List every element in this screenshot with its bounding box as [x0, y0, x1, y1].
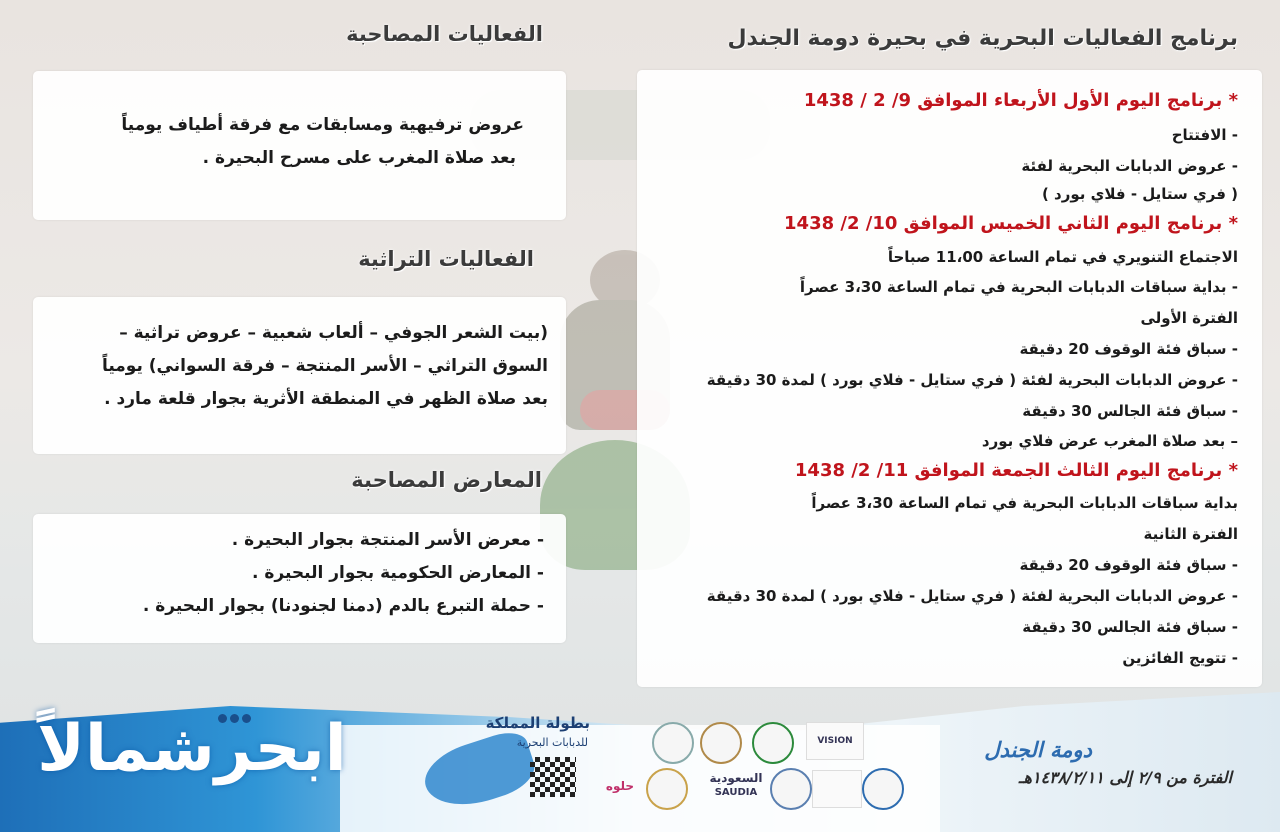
location-date: الفترة من ٢/٩ إلى ١٤٣٨/٢/١١هـ: [1018, 768, 1232, 787]
sponsor-emblem-1-icon: [652, 722, 694, 764]
schedule-line: بداية سباقات الدبابات البحرية في تمام الساعة 3،30 عصراً: [811, 494, 1238, 512]
day3-title: * برنامج اليوم الثالث الجمعة الموافق 11/ 2/ 1438: [794, 460, 1238, 481]
accompanying-lines: [43, 115, 524, 181]
location-title: دومة الجندل: [984, 738, 1092, 762]
schedule-lines: [647, 70, 1238, 674]
checkered-flag-icon: [530, 757, 576, 797]
schedule-line: الاجتماع التنويري في تمام الساعة 11،00 صباحاً: [887, 248, 1238, 266]
heritage-line: (بيت الشعر الجوفي – ألعاب شعبية – عروض تراثية –: [119, 323, 548, 343]
sponsor-saudia-en: SAUDIA: [714, 787, 758, 798]
sponsor-emblem-3-icon: [752, 722, 794, 764]
heritage-line: بعد صلاة الظهر في المنطقة الأثرية بجوار قلعة مارد .: [104, 389, 548, 409]
accompanying-line: عروض ترفيهية ومسابقات مع فرقة أطياف يومياً: [121, 115, 524, 135]
schedule-line: - سباق فئة الجالس 30 دقيقة: [1022, 402, 1238, 420]
sponsor-halwa-text: حلوه: [605, 779, 635, 793]
accompanying-panel: [33, 71, 566, 220]
sponsor-saudia: [700, 768, 772, 804]
schedule-line: الفترة الثانية: [1143, 525, 1238, 543]
schedule-line: - عروض الدبابات البحرية لفئة ( فري ستايل - فلاي بورد ) لمدة 30 دقيقة: [706, 587, 1238, 605]
brand-logo: ابحرشمالاً: [37, 712, 347, 786]
exhibits-title: المعارض المصاحبة: [351, 468, 542, 492]
sponsor-emblem-4-icon: [646, 768, 688, 810]
exhibits-line: - حملة التبرع بالدم (دمنا لجنودنا) بجوار البحيرة .: [142, 596, 544, 616]
sponsor-saudia-ar: السعودية: [709, 771, 763, 785]
heritage-line: السوق التراثي – الأسر المنتجة – فرقة السواني) يومياً: [101, 356, 548, 376]
exhibits-line: - المعارض الحكومية بجوار البحيرة .: [252, 563, 544, 583]
accompanying-line: بعد صلاة المغرب على مسرح البحيرة .: [202, 148, 516, 168]
schedule-line: - سباق فئة الوقوف 20 دقيقة: [1019, 556, 1238, 574]
sponsor-emblem-5-icon: [770, 768, 812, 810]
championship-subtitle: للدبابات البحرية: [516, 736, 588, 749]
accompanying-title: الفعاليات المصاحبة: [346, 22, 543, 46]
main-title: برنامج الفعاليات البحرية في بحيرة دومة الجندل: [727, 26, 1238, 51]
day1-title: * برنامج اليوم الأول الأربعاء الموافق 9/ 2 / 1438: [803, 90, 1238, 111]
sponsor-halwa: [600, 768, 640, 804]
sponsor-vision-2030: [806, 722, 864, 760]
schedule-panel: [637, 70, 1262, 687]
championship-title: بطولة المملكة: [485, 714, 590, 732]
sponsor-vision-text: VISION: [817, 736, 853, 746]
sponsor-emblem-7-icon: [862, 768, 904, 810]
schedule-line: ( فري ستايل - فلاي بورد ): [1041, 185, 1238, 203]
exhibits-line: - معرض الأسر المنتجة بجوار البحيرة .: [231, 530, 544, 550]
schedule-line: - الافتتاح: [1171, 126, 1238, 144]
schedule-line: - عروض الدبابات البحرية لفئة: [1021, 157, 1238, 175]
day2-title: * برنامج اليوم الثاني الخميس الموافق 10/ 2/ 1438: [784, 213, 1238, 234]
schedule-line: - عروض الدبابات البحرية لفئة ( فري ستايل - فلاي بورد ) لمدة 30 دقيقة: [706, 371, 1238, 389]
schedule-line: الفترة الأولى: [1140, 309, 1238, 327]
schedule-line: – بعد صلاة المغرب عرض فلاي بورد: [981, 432, 1238, 450]
heritage-title: الفعاليات التراثية: [358, 247, 534, 271]
sponsor-emblem-6-icon: [812, 770, 862, 808]
schedule-line: - سباق فئة الوقوف 20 دقيقة: [1019, 340, 1238, 358]
heritage-panel: [33, 297, 566, 454]
exhibits-panel: [33, 514, 566, 643]
sponsor-emblem-2-icon: [700, 722, 742, 764]
exhibits-lines: [43, 530, 544, 629]
schedule-line: - سباق فئة الجالس 30 دقيقة: [1022, 618, 1238, 636]
schedule-line: - بداية سباقات الدبابات البحرية في تمام الساعة 3،30 عصراً: [799, 278, 1238, 296]
schedule-line: - تتويج الفائزين: [1122, 649, 1238, 667]
championship-logo: [410, 712, 600, 822]
heritage-lines: [43, 323, 548, 422]
